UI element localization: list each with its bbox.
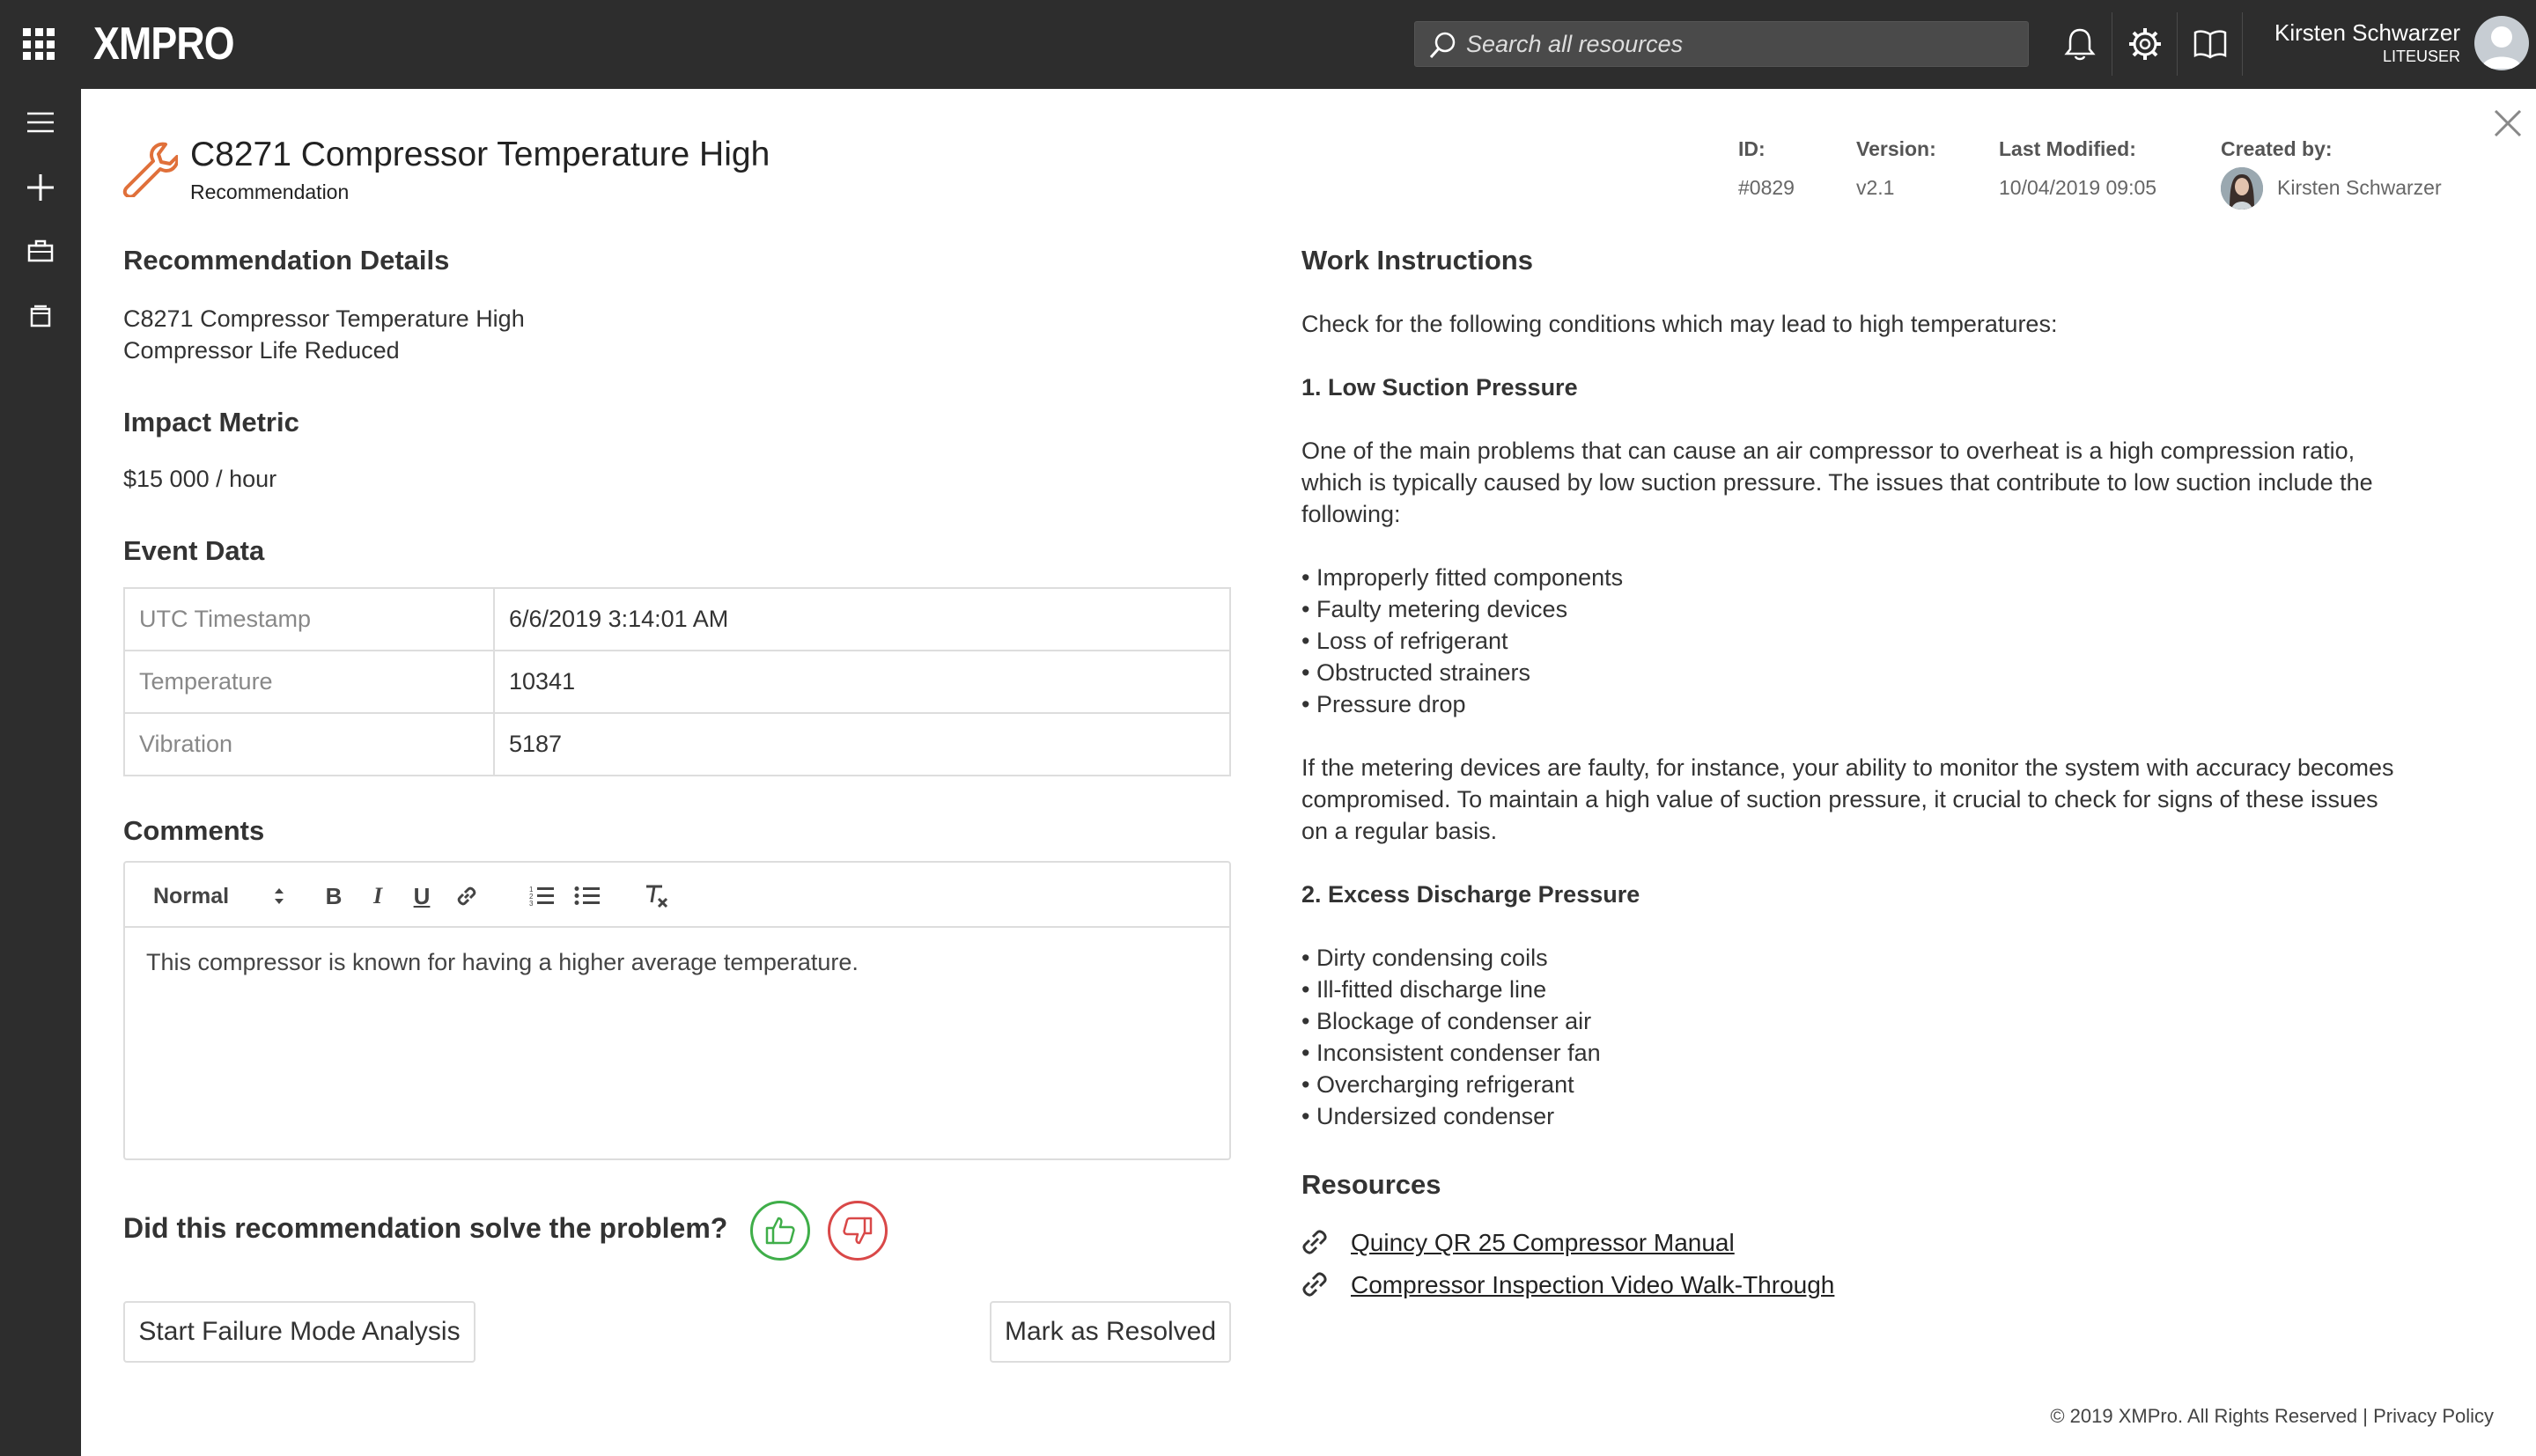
id-label: ID: — [1738, 137, 1766, 160]
mark-as-resolved-button[interactable]: Mark as Resolved — [990, 1301, 1231, 1363]
list-item: • Pressure drop — [1301, 691, 1466, 717]
format-select[interactable] — [153, 882, 285, 910]
thumbs-up-icon — [764, 1215, 796, 1246]
book-icon[interactable] — [2187, 21, 2233, 67]
clear-format-icon[interactable] — [641, 882, 671, 910]
plus-icon[interactable] — [19, 166, 62, 209]
apps-grid-icon[interactable] — [23, 28, 55, 60]
section-1-paragraph-line: which is typically caused by low suction pressure. The issues that contribute to low suction include the — [1301, 469, 2373, 496]
impact-metric-heading: Impact Metric — [123, 407, 299, 438]
editor-toolbar — [125, 863, 1229, 928]
link-icon[interactable] — [453, 882, 481, 910]
list-item: • Dirty condensing coils — [1301, 945, 1548, 971]
wrench-icon — [122, 141, 178, 202]
link-icon — [1300, 1227, 1330, 1261]
work-intro: Check for the following conditions which may lead to high temperatures: — [1301, 311, 2058, 337]
section-1-paragraph-line: following: — [1301, 501, 1401, 527]
page-title: C8271 Compressor Temperature High — [190, 136, 770, 173]
svg-text:3: 3 — [529, 900, 534, 908]
event-key: UTC Timestamp — [124, 588, 494, 651]
details-line-2: Compressor Life Reduced — [123, 337, 400, 364]
list-item: • Overcharging refrigerant — [1301, 1071, 1574, 1098]
search-input[interactable] — [1466, 22, 2012, 66]
page-subtitle: Recommendation — [190, 180, 350, 203]
briefcase-icon[interactable] — [19, 230, 62, 272]
italic-icon[interactable]: I — [372, 883, 383, 908]
thumbs-down-icon — [842, 1215, 874, 1246]
bullet-list-icon[interactable] — [572, 882, 602, 910]
table-row — [124, 588, 1230, 651]
table-row — [124, 713, 1230, 776]
list-item: • Faulty metering devices — [1301, 596, 1568, 622]
underline-icon[interactable]: U — [413, 882, 431, 909]
footer-text[interactable]: © 2019 XMPro. All Rights Reserved | Privacy Policy — [2050, 1405, 2494, 1427]
bell-icon[interactable] — [2057, 21, 2103, 67]
section-1-note-line: If the metering devices are faulty, for instance, your ability to monitor the system with accuracy becomes — [1301, 754, 2394, 781]
ordered-list-icon[interactable] — [527, 882, 557, 910]
details-line-1: C8271 Compressor Temperature High — [123, 305, 525, 332]
divider — [2242, 12, 2243, 76]
sidebar — [0, 89, 81, 1456]
user-role: LITEUSER — [2382, 48, 2460, 65]
id-value: #0829 — [1738, 176, 1795, 199]
thumbs-down-button[interactable] — [828, 1201, 888, 1261]
feedback-question: Did this recommendation solve the problem? — [123, 1212, 728, 1244]
link-icon — [1300, 1269, 1330, 1304]
user-name[interactable]: Kirsten Schwarzer — [2274, 19, 2460, 46]
created-by-label: Created by: — [2221, 137, 2333, 160]
recommendation-details-heading: Recommendation Details — [123, 245, 450, 276]
impact-metric-value: $15 000 / hour — [123, 466, 277, 492]
list-item: • Blockage of condenser air — [1301, 1008, 1592, 1034]
event-data-heading: Event Data — [123, 535, 265, 566]
comments-heading: Comments — [123, 815, 265, 846]
svg-text:1: 1 — [529, 886, 534, 893]
event-value: 10341 — [494, 651, 1230, 713]
search-icon — [1427, 31, 1457, 61]
format-select-value: Normal — [153, 883, 230, 908]
section-2-title: 2. Excess Discharge Pressure — [1301, 881, 1640, 908]
event-key: Temperature — [124, 651, 494, 713]
section-1-note-line: compromised. To maintain a high value of suction pressure, it crucial to check for signs of these issues — [1301, 786, 2378, 813]
thumbs-up-button[interactable] — [750, 1201, 810, 1261]
menu-icon[interactable] — [19, 101, 62, 143]
event-data-table — [123, 587, 1231, 776]
gear-icon[interactable] — [2122, 21, 2168, 67]
work-instructions-heading: Work Instructions — [1301, 245, 1533, 276]
section-1-note-line: on a regular basis. — [1301, 818, 1498, 844]
resource-link[interactable]: Quincy QR 25 Compressor Manual — [1351, 1229, 1735, 1256]
comment-text[interactable]: This compressor is known for having a higher average temperature. — [146, 949, 859, 975]
last-modified-label: Last Modified: — [1999, 137, 2136, 160]
list-item: • Obstructed strainers — [1301, 659, 1531, 686]
list-item: • Undersized condenser — [1301, 1103, 1555, 1129]
creator-avatar — [2221, 167, 2263, 210]
list-item: • Ill-fitted discharge line — [1301, 976, 1547, 1003]
avatar[interactable] — [2474, 16, 2529, 70]
event-value: 6/6/2019 3:14:01 AM — [494, 588, 1230, 651]
app-logo[interactable]: XMPRO — [93, 18, 234, 70]
start-failure-mode-analysis-button[interactable]: Start Failure Mode Analysis — [123, 1301, 476, 1363]
comments-editor — [123, 861, 1231, 1160]
archive-icon[interactable] — [19, 295, 62, 337]
version-label: Version: — [1856, 137, 1936, 160]
created-by-value: Kirsten Schwarzer — [2277, 176, 2442, 199]
last-modified-value: 10/04/2019 09:05 — [1999, 176, 2157, 199]
list-item: • Loss of refrigerant — [1301, 628, 1508, 654]
section-1-title: 1. Low Suction Pressure — [1301, 374, 1578, 401]
section-1-paragraph-line: One of the main problems that can cause an air compressor to overheat is a high compression ratio, — [1301, 438, 2355, 464]
svg-text:2: 2 — [529, 893, 534, 901]
divider — [2177, 12, 2178, 76]
select-arrows-icon — [273, 886, 285, 906]
close-icon[interactable] — [2488, 104, 2527, 143]
version-value: v2.1 — [1856, 176, 1895, 199]
list-item: • Inconsistent condenser fan — [1301, 1040, 1601, 1066]
event-key: Vibration — [124, 713, 494, 776]
resources-heading: Resources — [1301, 1169, 1441, 1200]
bold-icon[interactable]: B — [325, 882, 343, 909]
search-box[interactable] — [1414, 21, 2029, 67]
list-item: • Improperly fitted components — [1301, 564, 1624, 591]
top-bar — [0, 0, 2536, 89]
resource-link[interactable]: Compressor Inspection Video Walk-Through — [1351, 1271, 1835, 1298]
event-value: 5187 — [494, 713, 1230, 776]
table-row — [124, 651, 1230, 713]
